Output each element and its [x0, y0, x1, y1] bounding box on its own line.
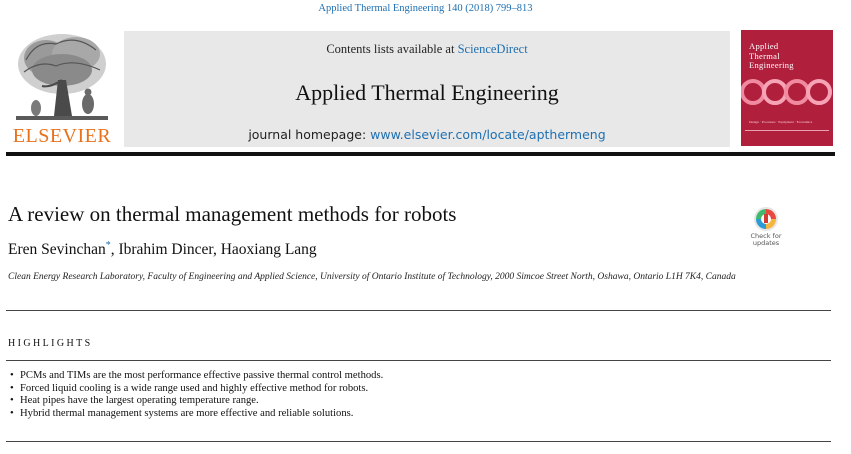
bullet-icon: •: [10, 407, 14, 419]
author-first[interactable]: Eren Sevinchan: [8, 241, 106, 259]
highlights-list: [10, 370, 383, 420]
highlight-item: [10, 408, 383, 421]
corresponding-author-mark[interactable]: *: [105, 240, 111, 251]
cover-title-line3: Engineering: [749, 60, 794, 70]
highlight-text: PCMs and TIMs are the most performance effective passive thermal control methods.: [20, 370, 384, 381]
homepage-prefix: journal homepage:: [248, 127, 371, 142]
bullet-icon: •: [10, 382, 14, 394]
bullet-icon: •: [10, 370, 14, 381]
header-divider: [6, 152, 835, 156]
check-updates-line2: updates: [752, 239, 780, 247]
sciencedirect-link[interactable]: ScienceDirect: [457, 42, 528, 56]
cover-title-line2: Thermal: [749, 50, 780, 61]
journal-title: Applied Thermal Engineering: [295, 80, 559, 105]
check-updates-label: [745, 233, 787, 247]
divider: [6, 310, 831, 311]
highlight-item: [10, 370, 383, 383]
contents-prefix: Contents lists available at: [326, 42, 458, 56]
cover-footer: Design · Processes · Equipment · Economics: [749, 120, 813, 124]
affiliation: Clean Energy Research Laboratory, Faculty of Engineering and Applied Science, University of Ontario Institute of Technology, 2000 Simcoe Street North, Oshawa, Ontario L1H 7K4, Canada: [8, 272, 736, 282]
cover-title-line1: Applied: [749, 41, 779, 51]
contents-line: [124, 42, 730, 57]
author-list: [8, 240, 317, 259]
article-title: A review on thermal management methods for robots: [8, 202, 457, 226]
author-rest[interactable]: , Ibrahim Dincer, Haoxiang Lang: [110, 241, 317, 259]
tree-icon: [6, 30, 118, 124]
divider: [6, 441, 831, 442]
divider: [6, 360, 831, 361]
check-for-updates-button[interactable]: [745, 206, 787, 252]
crossmark-icon: [745, 206, 787, 234]
journal-banner: [124, 31, 730, 147]
bullet-icon: •: [10, 395, 14, 406]
highlight-item: [10, 395, 383, 408]
cover-rings-graphic: [741, 30, 833, 146]
elsevier-wordmark: ELSEVIER: [12, 125, 112, 147]
elsevier-logo[interactable]: [6, 30, 118, 148]
homepage-line: [124, 127, 730, 142]
check-updates-line1: Check for: [750, 232, 782, 240]
highlights-heading: HIGHLIGHTS: [8, 338, 93, 349]
journal-citation[interactable]: Applied Thermal Engineering 140 (2018) 799–813: [318, 3, 533, 14]
highlight-text: Heat pipes have the largest operating temperature range.: [20, 395, 259, 406]
highlight-text: Hybrid thermal management systems are more effective and reliable solutions.: [20, 407, 354, 419]
journal-cover[interactable]: [741, 30, 833, 146]
highlight-item: [10, 383, 383, 396]
highlight-text: Forced liquid cooling is a wide range used and highly effective method for robots.: [20, 382, 369, 394]
homepage-link[interactable]: www.elsevier.com/locate/apthermeng: [370, 127, 606, 142]
